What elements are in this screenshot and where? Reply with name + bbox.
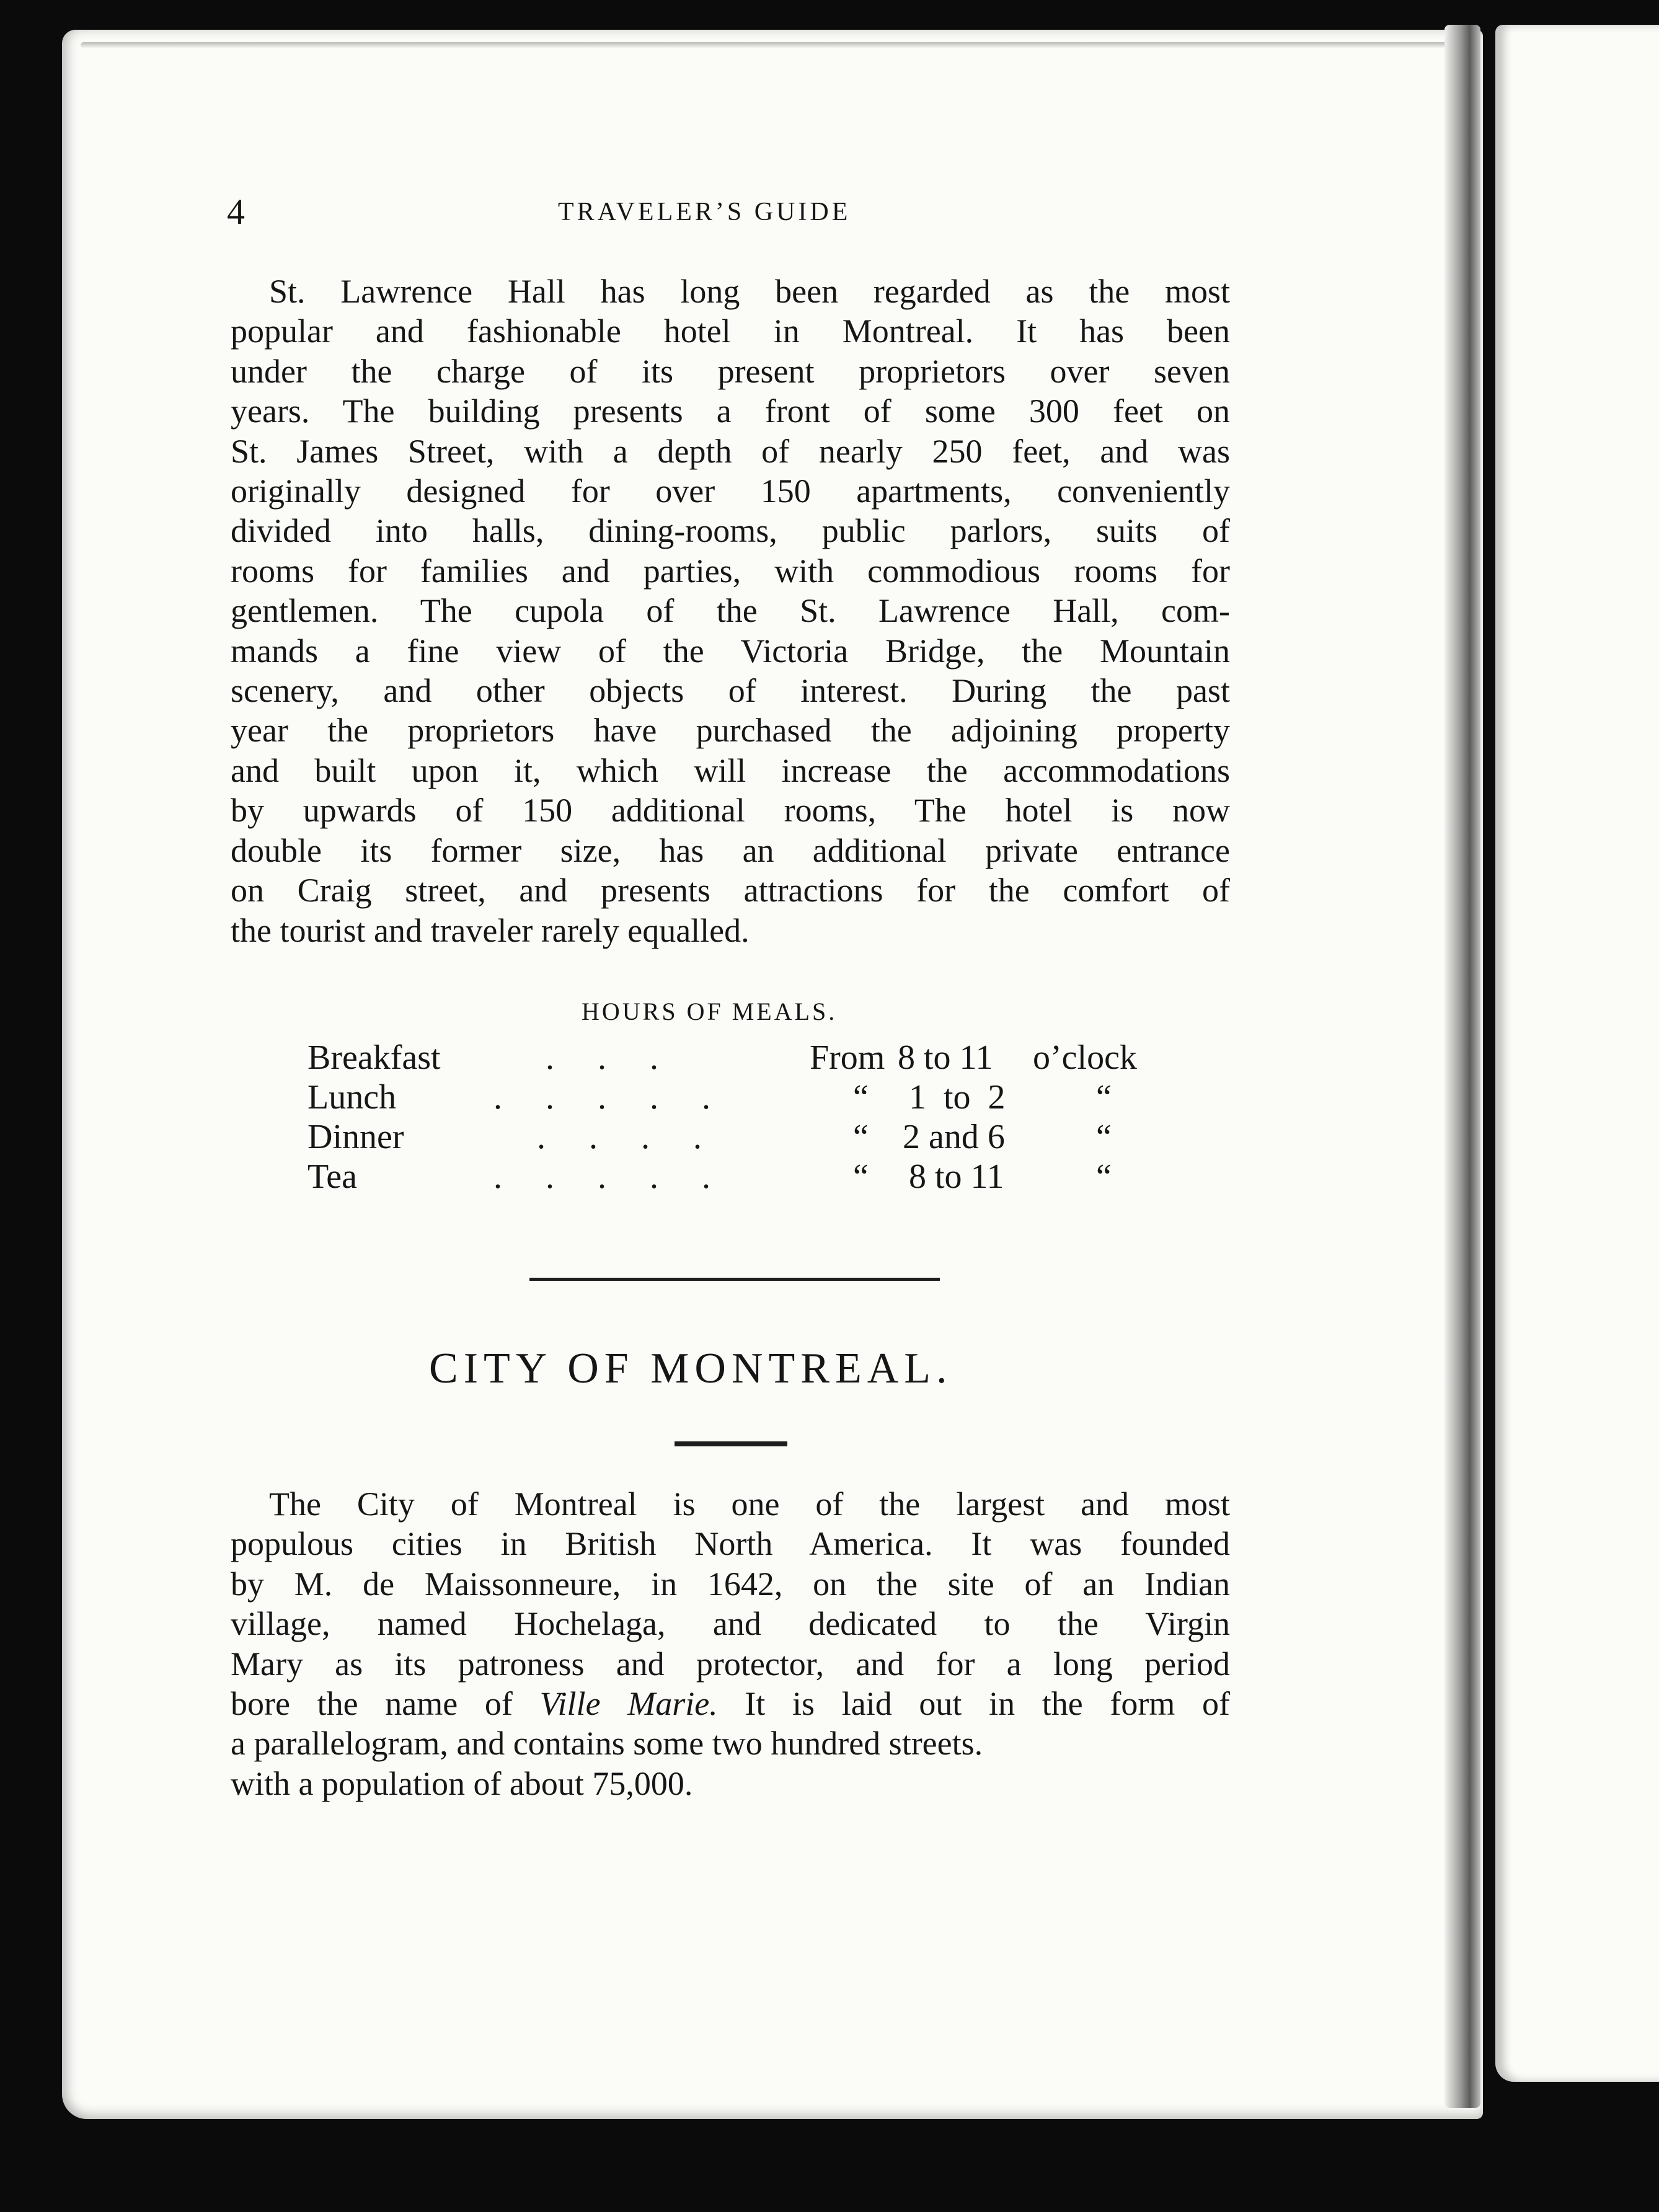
title-underline-rule — [675, 1441, 787, 1446]
ditto-mark: “ — [853, 1078, 869, 1117]
meal-name: Dinner — [307, 1118, 404, 1156]
text-line: village, named Hochelaga, and dedicated to the Virgin — [231, 1605, 1230, 1643]
text-line: double its former size, has an additional private entrance — [231, 831, 1230, 869]
text-line: mands a fine view of the Victoria Bridge, the Mountain — [231, 632, 1230, 670]
leader-dots: . . . . . — [493, 1078, 710, 1117]
meal-time: 8 to 11 — [909, 1157, 1004, 1196]
running-head: TRAVELER’S GUIDE — [558, 198, 851, 226]
text-line: scenery, and other objects of interest. During the past — [231, 672, 1230, 710]
ditto-mark: “ — [853, 1157, 869, 1196]
paragraph-st-lawrence-hall — [231, 272, 1230, 950]
meal-prefix: From — [810, 1038, 885, 1077]
meals-table — [307, 1038, 1175, 1197]
text-line: the tourist and traveler rarely equalled. — [231, 911, 750, 949]
text-line: popular and fashionable hotel in Montreal. It has been — [231, 312, 1230, 350]
ditto-mark: “ — [1096, 1118, 1112, 1156]
meal-time: 8 to 11 — [898, 1038, 993, 1077]
italic-name-ville-marie: Ville Marie. — [539, 1685, 718, 1723]
text-line: year the proprietors have purchased the adjoining property — [231, 712, 1230, 750]
text-run: bore the name of — [231, 1685, 513, 1723]
page-number: 4 — [227, 192, 245, 232]
meal-name: Breakfast — [307, 1038, 441, 1077]
meal-time: 2 and 6 — [903, 1118, 1005, 1156]
text-line: with a population of about 75,000. — [231, 1764, 693, 1802]
text-run: It is laid out in the form of — [745, 1685, 1231, 1723]
ditto-mark: “ — [1096, 1157, 1112, 1196]
leader-dots: . . . . — [537, 1118, 702, 1156]
leader-dots: . . . . . — [493, 1157, 710, 1196]
text-line: by M. de Maissonneure, in 1642, on the site of an Indian — [231, 1565, 1230, 1603]
text-line: originally designed for over 150 apartments, conveniently — [231, 472, 1230, 510]
meal-row-breakfast — [307, 1038, 1175, 1077]
text-line: under the charge of its present proprietors over seven — [231, 352, 1230, 390]
text-line: a parallelogram, and contains some two hundred streets. — [231, 1725, 983, 1763]
text-line — [231, 1684, 1230, 1723]
section-divider-rule — [529, 1278, 940, 1281]
ditto-mark: “ — [1096, 1078, 1112, 1117]
text-line: St. Lawrence Hall has long been regarded as the most — [269, 273, 1230, 310]
text-line: rooms for families and parties, with commodious rooms for — [231, 552, 1230, 590]
text-line: gentlemen. The cupola of the St. Lawrence Hall, com- — [231, 592, 1230, 630]
meal-name: Lunch — [307, 1078, 397, 1117]
paragraph-city-of-montreal — [231, 1484, 1230, 1803]
meals-heading: HOURS OF MEALS. — [582, 998, 838, 1025]
text-line: divided into halls, dining-rooms, public parlors, suits of — [231, 512, 1230, 550]
ditto-mark: “ — [853, 1118, 869, 1156]
meal-row-dinner — [307, 1117, 1175, 1157]
text-line: on Craig street, and presents attractions for the comfort of — [231, 872, 1230, 909]
text-line: populous cities in British North America. It was founded — [231, 1525, 1230, 1563]
meal-suffix: o’clock — [1033, 1038, 1137, 1077]
meal-row-tea — [307, 1157, 1175, 1197]
text-line: and built upon it, which will increase the accommodations — [231, 751, 1230, 789]
text-line: The City of Montreal is one of the largest and most — [269, 1485, 1230, 1523]
text-line: years. The building presents a front of some 300 feet on — [231, 392, 1230, 430]
text-line: Mary as its patroness and protector, and for a long period — [231, 1645, 1230, 1683]
text-line: St. James Street, with a depth of nearly 250 feet, and was — [231, 432, 1230, 470]
meal-name: Tea — [307, 1157, 358, 1196]
leader-dots: . . . — [546, 1038, 658, 1077]
meal-time: 1 to 2 — [909, 1078, 1006, 1117]
section-title: CITY OF MONTREAL. — [429, 1345, 953, 1392]
text-line: by upwards of 150 additional rooms, The hotel is now — [231, 792, 1230, 830]
meal-row-lunch — [307, 1077, 1175, 1117]
